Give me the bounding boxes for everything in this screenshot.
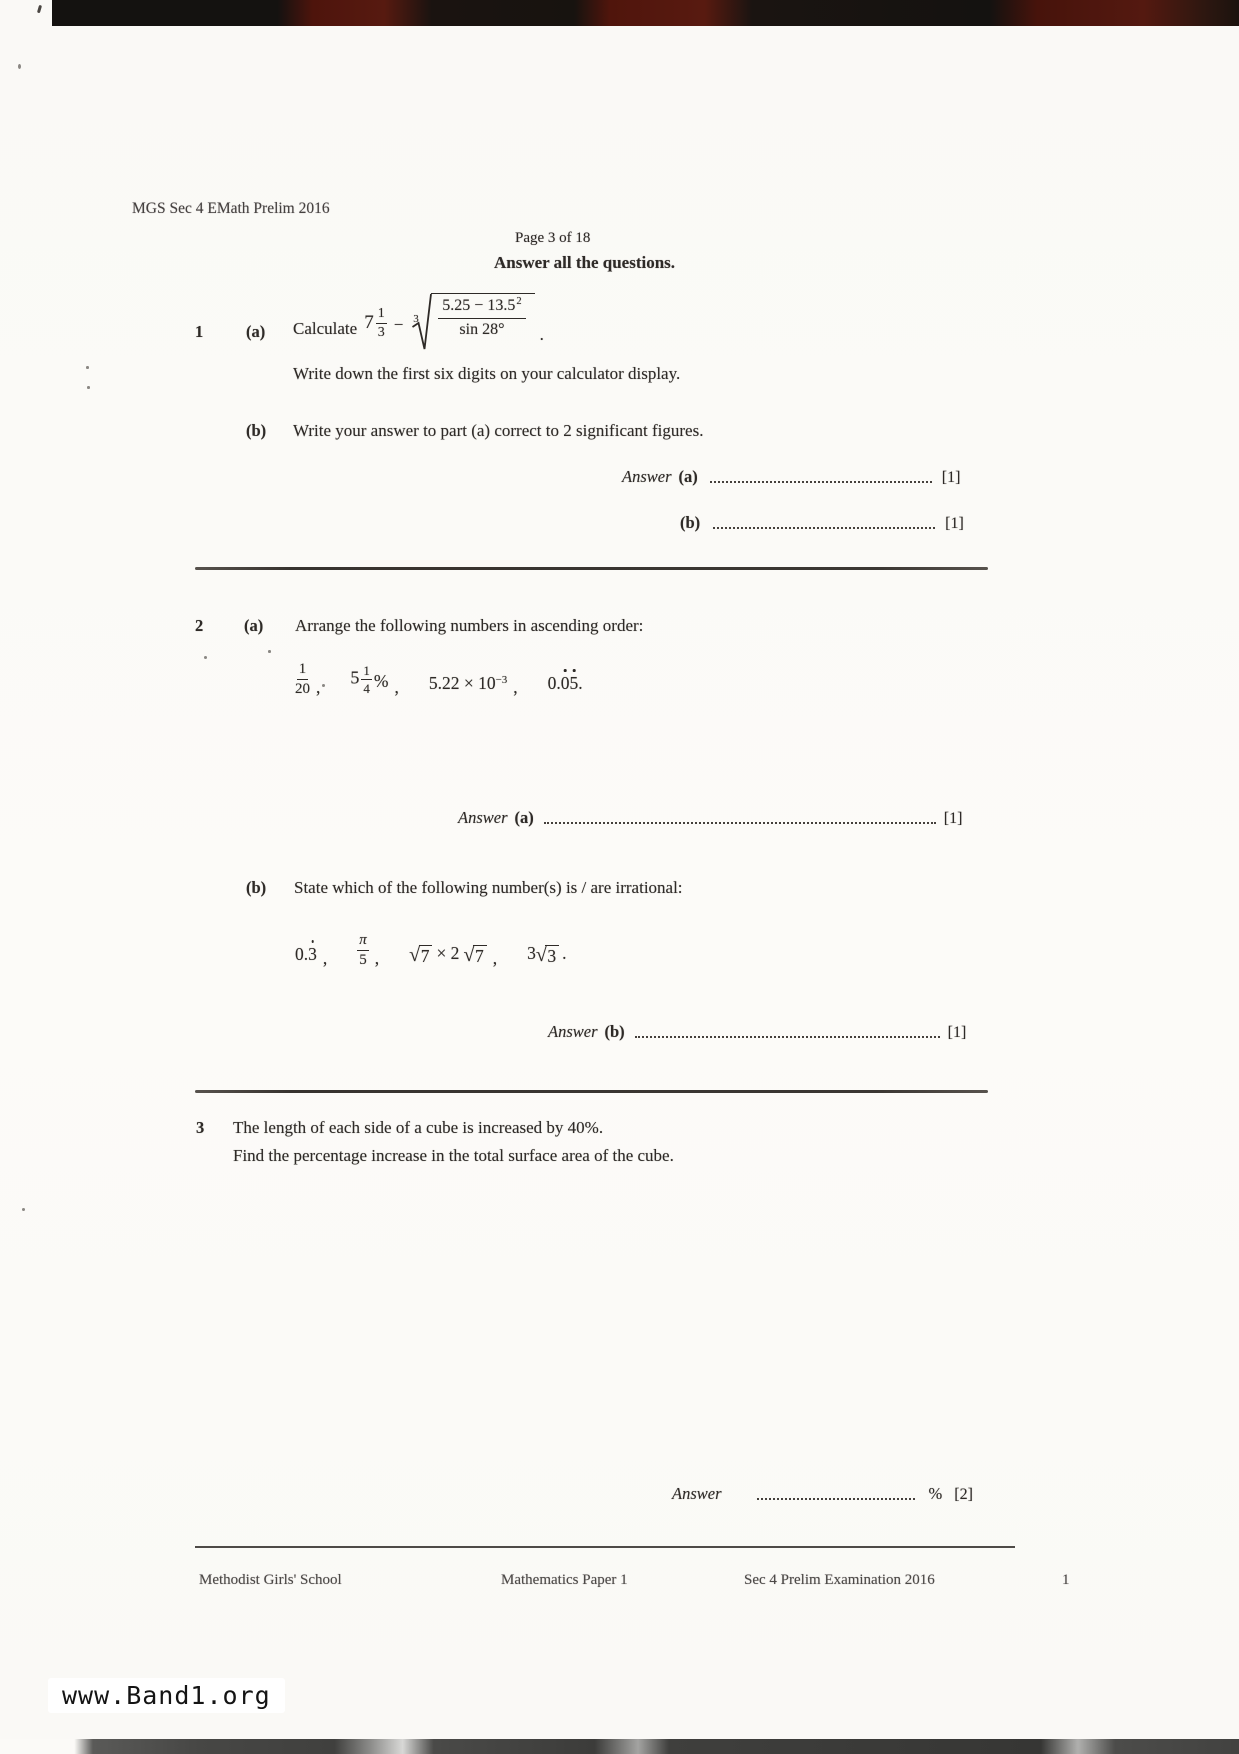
answer-part-label: (a) bbox=[678, 467, 698, 486]
percent-sign: % bbox=[373, 671, 389, 692]
q2a-text: Arrange the following numbers in ascending order: bbox=[295, 616, 644, 635]
answer-label: Answer bbox=[672, 1484, 722, 1503]
fraction-numerator: 1 bbox=[297, 662, 309, 680]
decimal-prefix: 0. bbox=[295, 943, 309, 964]
q3-answer-line bbox=[672, 1484, 973, 1504]
recurring-digit: 0 bbox=[560, 672, 570, 693]
footer-page-number: 1 bbox=[1062, 1572, 1070, 1588]
exponent: −3 bbox=[495, 673, 508, 686]
q2a-label: (a) bbox=[244, 616, 264, 635]
fraction bbox=[376, 307, 387, 340]
marks-badge: [1] bbox=[941, 469, 961, 486]
comma: , bbox=[492, 947, 498, 968]
q1a-instruction: Write down the first six digits on your calculator display. bbox=[293, 364, 681, 383]
radical-sign-icon: √ bbox=[463, 943, 475, 966]
fraction-numerator: 1 bbox=[363, 662, 370, 678]
radicand-numerator bbox=[438, 298, 525, 319]
q2b-number-list bbox=[295, 920, 567, 980]
radicand-denominator: sin 28° bbox=[459, 320, 505, 338]
q1-answer-a-line bbox=[622, 467, 960, 487]
answer-dotted-line bbox=[635, 1033, 940, 1038]
fraction-numerator: 1 bbox=[376, 307, 387, 324]
answer-dotted-line bbox=[710, 478, 932, 483]
fraction bbox=[295, 662, 310, 697]
comma: , bbox=[394, 676, 399, 697]
mixed-whole: 7 bbox=[364, 312, 374, 333]
cube-root bbox=[411, 291, 534, 355]
answer-label: Answer bbox=[622, 467, 672, 486]
radical-sign-icon: √ bbox=[535, 943, 547, 966]
period: . bbox=[578, 672, 583, 693]
fraction bbox=[361, 664, 372, 695]
answer-label: Answer bbox=[458, 808, 508, 827]
pi-symbol: π bbox=[357, 933, 369, 951]
q3-text-line1: The length of each side of a cube is increased by 40%. bbox=[233, 1118, 604, 1137]
marks-badge: [1] bbox=[945, 515, 964, 532]
answer-dotted-line bbox=[757, 1495, 915, 1500]
surd-product bbox=[409, 943, 487, 965]
mixed-number bbox=[364, 307, 387, 340]
answer-part-label: (b) bbox=[680, 513, 701, 532]
footer-rule bbox=[195, 1546, 1015, 1548]
square-root bbox=[536, 945, 559, 965]
answer-part-label: (b) bbox=[604, 1022, 625, 1041]
exam-header-title: MGS Sec 4 EMath Prelim 2016 bbox=[132, 200, 330, 217]
answer-dotted-line bbox=[713, 524, 935, 529]
standard-form-number bbox=[429, 673, 507, 694]
radicand-numerator-text: 5.25 − 13.5 bbox=[442, 297, 516, 314]
square-root bbox=[463, 945, 486, 965]
radicand-fraction bbox=[438, 298, 525, 339]
coefficient: 3 bbox=[527, 942, 536, 963]
radical-sign-icon: √ bbox=[409, 943, 421, 966]
recurring-digit: 5 bbox=[569, 672, 579, 693]
decimal-prefix: 0. bbox=[547, 672, 561, 693]
footer-paper: Mathematics Paper 1 bbox=[501, 1572, 628, 1588]
percent-unit: % bbox=[928, 1484, 943, 1503]
recurring-decimal bbox=[295, 944, 317, 965]
recurring-decimal bbox=[548, 673, 583, 694]
surd-multiple bbox=[527, 943, 566, 965]
footer-school: Methodist Girls' School bbox=[199, 1572, 342, 1588]
radicand bbox=[431, 293, 534, 339]
q2a-number-list bbox=[295, 650, 583, 708]
answer-part-label: (a) bbox=[514, 808, 534, 827]
fraction-denominator: 5 bbox=[359, 951, 367, 968]
footer-exam: Sec 4 Prelim Examination 2016 bbox=[744, 1572, 935, 1588]
comma: , bbox=[374, 947, 380, 968]
mixed-whole: 5 bbox=[350, 667, 360, 688]
q1-answer-b-line bbox=[680, 513, 964, 533]
marks-badge: [2] bbox=[954, 1486, 973, 1503]
fraction bbox=[357, 933, 369, 968]
marks-badge: [1] bbox=[947, 1024, 967, 1041]
radicand: 7 bbox=[419, 945, 433, 965]
fraction-denominator: 4 bbox=[363, 680, 370, 696]
q1a-expression bbox=[293, 286, 544, 360]
period: . bbox=[539, 325, 544, 344]
exam-instruction: Answer all the questions. bbox=[494, 253, 676, 272]
comma: , bbox=[513, 676, 518, 697]
question-divider bbox=[195, 567, 988, 570]
q2b-text: State which of the following number(s) is / are irrational: bbox=[294, 878, 683, 897]
fraction-denominator: 20 bbox=[295, 680, 310, 697]
watermark: www.Band1.org bbox=[48, 1678, 285, 1713]
q1b-text: Write your answer to part (a) correct to 2 significant figures. bbox=[293, 421, 704, 440]
radicand: 7 bbox=[473, 945, 487, 965]
marks-badge: [1] bbox=[943, 810, 963, 827]
question-divider bbox=[195, 1090, 988, 1093]
period: . bbox=[562, 942, 567, 963]
q3-text-line2: Find the percentage increase in the total surface area of the cube. bbox=[233, 1146, 674, 1165]
answer-label: Answer bbox=[548, 1022, 598, 1041]
q1a-prefix: Calculate bbox=[293, 319, 358, 338]
page-indicator: Page 3 of 18 bbox=[515, 230, 591, 246]
mixed-percent bbox=[350, 664, 388, 695]
q2-number: 2 bbox=[195, 616, 204, 635]
minus-operator: − bbox=[393, 315, 404, 334]
fraction-denominator: 3 bbox=[377, 324, 385, 340]
square-root bbox=[409, 945, 432, 965]
recurring-digit: 3 bbox=[308, 943, 317, 964]
times-two: × 2 bbox=[436, 942, 460, 963]
q1b-label: (b) bbox=[246, 421, 267, 440]
q3-number: 3 bbox=[196, 1118, 205, 1137]
comma: , bbox=[322, 947, 328, 968]
q1a-label: (a) bbox=[246, 322, 266, 341]
base: 5.22 × 10 bbox=[428, 672, 496, 693]
radicand: 3 bbox=[545, 945, 559, 965]
answer-dotted-line bbox=[544, 819, 936, 824]
q1-number: 1 bbox=[195, 322, 204, 341]
root-index: 3 bbox=[413, 313, 419, 325]
q2-answer-a-line bbox=[458, 808, 962, 828]
q2b-label: (b) bbox=[246, 878, 267, 897]
comma: , bbox=[316, 676, 321, 697]
q2-answer-b-line bbox=[548, 1022, 966, 1042]
exponent: 2 bbox=[516, 296, 522, 307]
